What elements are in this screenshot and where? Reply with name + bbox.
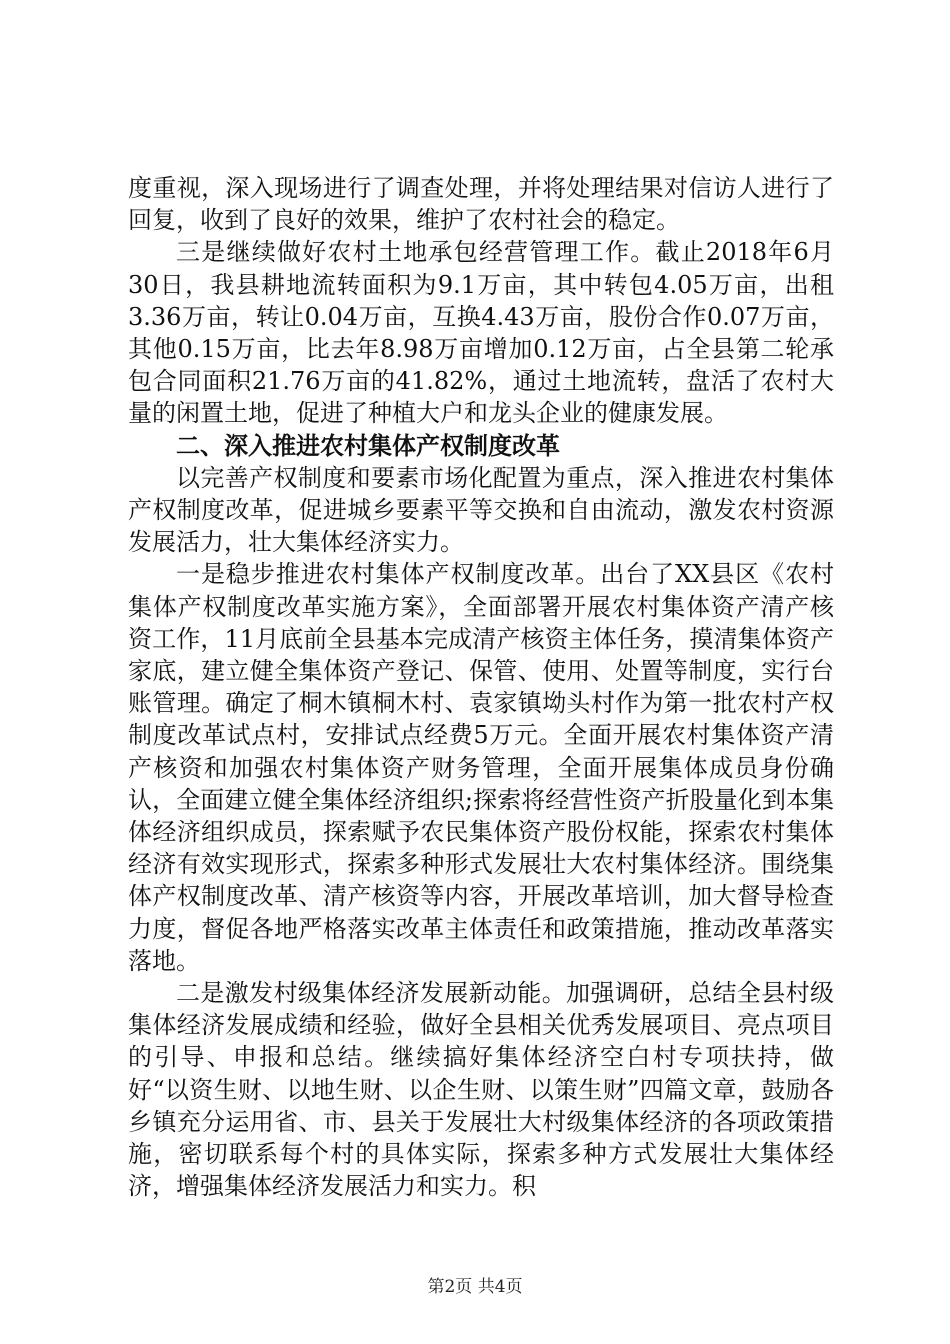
paragraph-continuation: 度重视，深入现场进行了调查处理，并将处理结果对信访人进行了回复，收到了良好的效果，维护了农村社会的稳定。 — [128, 174, 834, 235]
paragraph-property-reform: 一是稳步推进农村集体产权制度改革。出台了XX县区《农村集体产权制度改革实施方案》，全面部署开展农村集体资产清产核资工作，11月底前全县基本完成清产核资主体任务，摸清集体资产家底，建立健全集体资产登记、保管、使用、处置等制度，实行台账管理。确定了桐木镇桐木村、袁家镇坳头村作为第一批农村产权制度改革试点村，安排试点经费5万元。全面开展农村集体资产清产核资和加强农村集体资产财务管理，全面开展集体成员身份确认，全面建立健全集体经济组织;探索将经营性资产折股量化到本集体经济组织成员，探索赋予农民集体资产股份权能，探索农村集体经济有效实现形式，探索多种形式发展壮大农村集体经济。围绕集体产权制度改革、清产核资等内容，开展改革培训，加大督导检查力度，督促各地严格落实改革主体责任和政策措施，推动改革落实落地。 — [128, 560, 834, 975]
page-footer: 第2页 共4页 — [427, 1277, 523, 1297]
paragraph-land-contract: 三是继续做好农村土地承包经营管理工作。截止2018年6月30日，我县耕地流转面积为9.1万亩，其中转包4.05万亩，出租3.36万亩，转让0.04万亩，互换4.43万亩，股份合作0.07万亩，其他0.15万亩，比去年8.98万亩增加0.12万亩，占全县第二轮承包合同面积21.76万亩的41.82%，通过土地流转，盘活了农村大量的闲置土地，促进了种植大户和龙头企业的健康发展。 — [128, 238, 834, 428]
paragraph-village-economy: 二是激发村级集体经济发展新动能。加强调研，总结全县村级集体经济发展成绩和经验，做好全县相关优秀发展项目、亮点项目的引导、申报和总结。继续搞好集体经济空白村专项扶持，做好“以资生财、以地生财、以企生财、以策生财”四篇文章，鼓励各乡镇充分运用省、市、县关于发展壮大村级集体经济的各项政策措施，密切联系每个村的具体实际，探索多种方式发展壮大集体经济，增强集体经济发展活力和实力。积 — [128, 979, 834, 1201]
document-body — [128, 172, 834, 1203]
paragraph-intro: 以完善产权制度和要素市场化配置为重点，深入推进农村集体产权制度改革，促进城乡要素平等交换和自由流动，激发农村资源发展活力，壮大集体经济实力。 — [128, 463, 834, 557]
section-heading: 二、深入推进农村集体产权制度改革 — [176, 431, 560, 460]
